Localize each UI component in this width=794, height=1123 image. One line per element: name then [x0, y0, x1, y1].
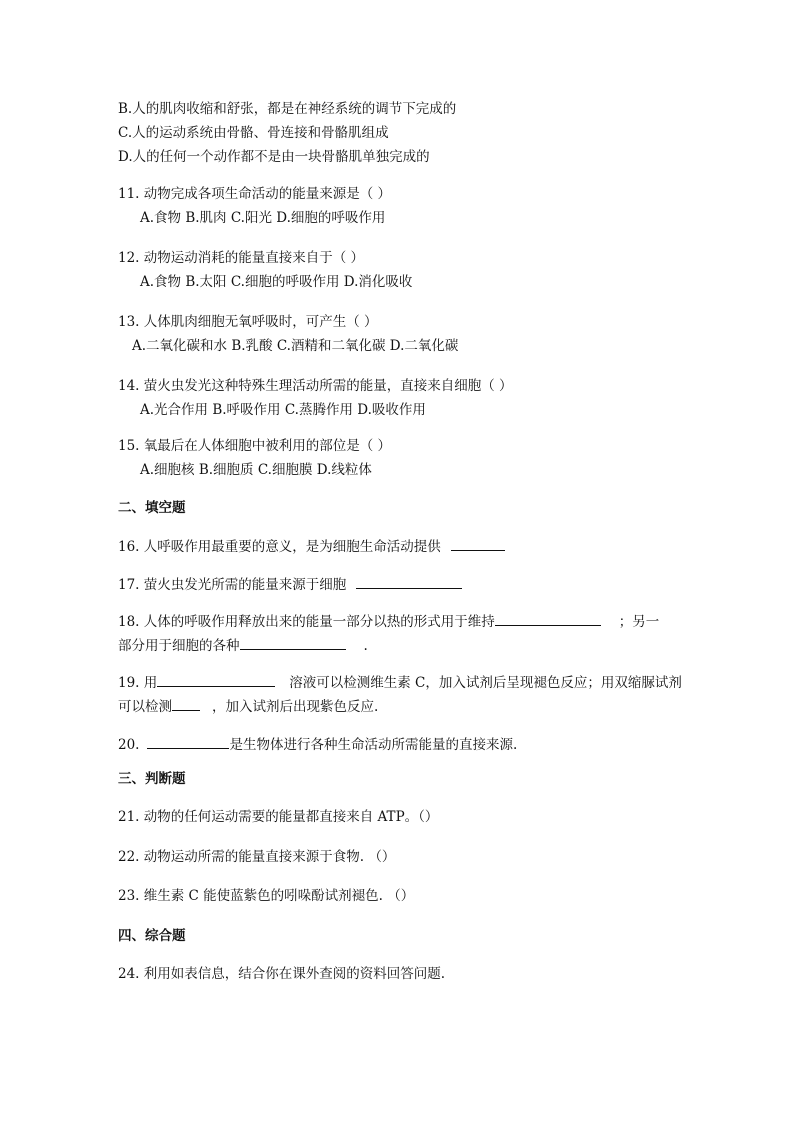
- question-18-line-1: [118, 611, 659, 631]
- question-18-text-a: 18. 人体的呼吸作用释放出来的能量一部分以热的形式用于维持: [118, 614, 495, 630]
- section-true-false-heading: 三、判断题: [118, 771, 186, 787]
- answer-blank[interactable]: [240, 635, 346, 650]
- section-fill-in-heading: 二、填空题: [118, 500, 186, 516]
- question-19-text-d: ，加入试剂后出现紫色反应.: [212, 699, 379, 715]
- question-18-text-b: ；另一: [618, 614, 660, 630]
- question-19-line-1: [118, 672, 682, 692]
- question-21: 21. 动物的任何运动需要的能量都直接来自 ATP。（）: [118, 809, 439, 825]
- question-20: [118, 734, 517, 754]
- answer-blank[interactable]: [147, 734, 229, 749]
- section-comprehensive-heading: 四、综合题: [118, 928, 186, 944]
- answer-blank[interactable]: [451, 536, 505, 551]
- question-19-text-c: 可以检测: [118, 699, 172, 715]
- prev-option-b: B.人的肌肉收缩和舒张，都是在神经系统的调节下完成的: [118, 101, 457, 117]
- question-23: 23. 维生素 C 能使蓝紫色的吲哚酚试剂褪色. （）: [118, 888, 415, 904]
- prev-option-c: C.人的运动系统由骨骼、骨连接和骨骼肌组成: [118, 125, 389, 141]
- question-12-stem: 12. 动物运动消耗的能量直接来自于（ ）: [118, 250, 365, 266]
- answer-blank[interactable]: [495, 611, 601, 626]
- question-17-text: 17. 萤火虫发光所需的能量来源于细胞: [118, 577, 347, 593]
- question-24: 24. 利用如表信息，结合你在课外查阅的资料回答问题.: [118, 966, 446, 982]
- question-11-options: A.食物 B.肌肉 C.阳光 D.细胞的呼吸作用: [140, 210, 386, 226]
- question-17: [118, 574, 462, 594]
- question-20-number: 20.: [118, 737, 140, 753]
- question-12-options: A.食物 B.太阳 C.细胞的呼吸作用 D.消化吸收: [140, 274, 413, 290]
- question-15-stem: 15. 氧最后在人体细胞中被利用的部位是（ ）: [118, 438, 392, 454]
- answer-blank[interactable]: [356, 574, 462, 589]
- question-14-stem: 14. 萤火虫发光这种特殊生理活动所需的能量，直接来自细胞（ ）: [118, 378, 513, 394]
- question-14-options: A.光合作用 B.呼吸作用 C.蒸腾作用 D.吸收作用: [140, 402, 426, 418]
- question-22: 22. 动物运动所需的能量直接来源于食物. （）: [118, 849, 396, 865]
- question-18-text-d: .: [363, 638, 368, 654]
- prev-option-d: D.人的任何一个动作都不是由一块骨骼肌单独完成的: [118, 149, 430, 165]
- question-16-text: 16. 人呼吸作用最重要的意义，是为细胞生命活动提供: [118, 539, 441, 555]
- question-18-text-c: 部分用于细胞的各种: [118, 638, 240, 654]
- question-20-text: 是生物体进行各种生命活动所需能量的直接来源.: [229, 737, 518, 753]
- question-11-stem: 11. 动物完成各项生命活动的能量来源是（ ）: [118, 186, 392, 202]
- question-19-text-b: 溶液可以检测维生素 C，加入试剂后呈现褪色反应；用双缩脲试剂: [289, 675, 682, 691]
- answer-blank[interactable]: [172, 696, 200, 711]
- question-18-line-2: [118, 635, 368, 655]
- question-19-text-a: 19. 用: [118, 675, 158, 691]
- answer-blank[interactable]: [157, 672, 275, 687]
- question-15-options: A.细胞核 B.细胞质 C.细胞膜 D.线粒体: [140, 462, 372, 478]
- question-16: [118, 536, 505, 556]
- question-19-line-2: [118, 696, 378, 716]
- question-13-options: A.二氧化碳和水 B.乳酸 C.酒精和二氧化碳 D.二氧化碳: [132, 338, 459, 354]
- question-13-stem: 13. 人体肌肉细胞无氧呼吸时，可产生（ ）: [118, 314, 378, 330]
